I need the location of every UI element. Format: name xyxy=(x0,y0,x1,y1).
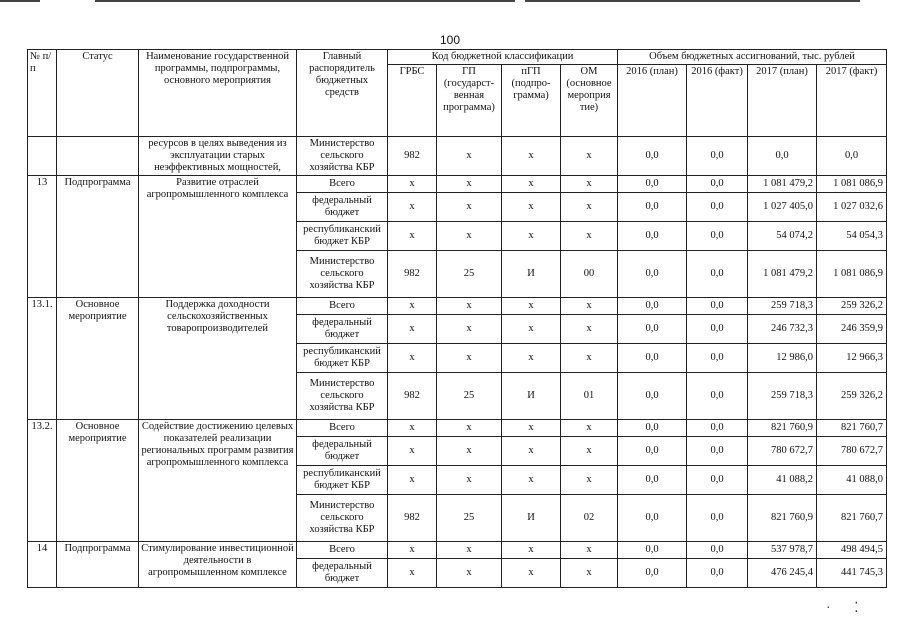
cell-2016-plan: 0,0 xyxy=(618,420,687,437)
cell-pgp: И xyxy=(502,251,561,298)
cell-2016-plan: 0,0 xyxy=(618,176,687,193)
cell-2017-fact: 1 027 032,6 xyxy=(817,193,887,222)
cell-gp: 25 xyxy=(437,251,502,298)
cell-gp: x xyxy=(437,344,502,373)
cell-om: x xyxy=(561,315,618,344)
cell-grbs: x xyxy=(388,420,437,437)
cell-2016-fact: 0,0 xyxy=(687,466,748,495)
header-gp: ГП (государст-венная программа) xyxy=(437,65,502,137)
cell-om: 01 xyxy=(561,373,618,420)
cell-executor: Министерство сельского хозяйства КБР xyxy=(297,495,388,542)
cell-2017-plan: 12 986,0 xyxy=(748,344,817,373)
cell-gp: 25 xyxy=(437,495,502,542)
cell-2017-fact: 1 081 086,9 xyxy=(817,251,887,298)
cell-2017-fact: 41 088,0 xyxy=(817,466,887,495)
header-budget-code: Код бюджетной классификации xyxy=(388,50,618,65)
header-executor: Главный распорядитель бюджетных средств xyxy=(297,50,388,137)
cell-num: 13.1. xyxy=(28,298,57,420)
header-om: ОМ (основное мероприя тие) xyxy=(561,65,618,137)
cell-pgp: x xyxy=(502,315,561,344)
cell-2016-fact: 0,0 xyxy=(687,298,748,315)
scan-marks: · ⁚ xyxy=(826,601,869,616)
cell-2016-fact: 0,0 xyxy=(687,559,748,588)
cell-2017-plan: 780 672,7 xyxy=(748,437,817,466)
cell-2016-fact: 0,0 xyxy=(687,420,748,437)
header-2016-plan: 2016 (план) xyxy=(618,65,687,137)
cell-om: 00 xyxy=(561,251,618,298)
top-rule-middle xyxy=(95,0,515,2)
header-volume: Объем бюджетных ассигнований, тыс. рублей xyxy=(618,50,887,65)
cell-2016-fact: 0,0 xyxy=(687,373,748,420)
cell-pgp: x xyxy=(502,222,561,251)
cell-grbs: 982 xyxy=(388,137,437,176)
cell-gp: x xyxy=(437,176,502,193)
cell-2017-plan: 259 718,3 xyxy=(748,373,817,420)
table-row xyxy=(28,420,887,437)
cell-2016-plan: 0,0 xyxy=(618,466,687,495)
cell-pgp: x xyxy=(502,559,561,588)
cell-2017-plan: 1 081 479,2 xyxy=(748,251,817,298)
groups-body xyxy=(28,176,887,588)
cell-pgp: x xyxy=(502,437,561,466)
cell-2016-fact: 0,0 xyxy=(687,222,748,251)
cell-grbs: x xyxy=(388,176,437,193)
cell-gp: 25 xyxy=(437,373,502,420)
cell-om: x xyxy=(561,137,618,176)
cell-executor: федеральный бюджет xyxy=(297,559,388,588)
cell-name: Поддержка доходности сельскохозяйственных товаропроизводителей xyxy=(139,298,297,420)
cell-pgp: x xyxy=(502,420,561,437)
cell-executor: республиканский бюджет КБР xyxy=(297,222,388,251)
top-rule-left xyxy=(0,0,40,2)
cell-num: 13 xyxy=(28,176,57,298)
cell-2016-plan: 0,0 xyxy=(618,559,687,588)
cell-om: x xyxy=(561,222,618,251)
cell-2017-fact: 259 326,2 xyxy=(817,298,887,315)
header-2017-plan: 2017 (план) xyxy=(748,65,817,137)
cell-om: x xyxy=(561,542,618,559)
cell-2017-plan: 1 027 405,0 xyxy=(748,193,817,222)
cell-2016-fact: 0,0 xyxy=(687,542,748,559)
cell-grbs: x xyxy=(388,542,437,559)
cell-gp: x xyxy=(437,137,502,176)
cell-2017-plan: 41 088,2 xyxy=(748,466,817,495)
cell-executor: республиканский бюджет КБР xyxy=(297,466,388,495)
cell-gp: x xyxy=(437,315,502,344)
cell-2017-fact: 259 326,2 xyxy=(817,373,887,420)
cell-grbs: x xyxy=(388,344,437,373)
cell-2016-fact: 0,0 xyxy=(687,193,748,222)
cell-2016-fact: 0,0 xyxy=(687,437,748,466)
cell-2016-plan: 0,0 xyxy=(618,373,687,420)
cell-status: Подпрограмма xyxy=(57,176,139,298)
cell-name: Стимулирование инвестиционной деятельности в агропромышленном комплексе xyxy=(139,542,297,588)
cell-executor: Всего xyxy=(297,298,388,315)
cell-executor: республиканский бюджет КБР xyxy=(297,344,388,373)
cell-status: Подпрограмма xyxy=(57,542,139,588)
cell-gp: x xyxy=(437,542,502,559)
header-2017-fact: 2017 (факт) xyxy=(817,65,887,137)
cell-om: x xyxy=(561,559,618,588)
cell-gp: x xyxy=(437,193,502,222)
cell-status: Основное мероприятие xyxy=(57,420,139,542)
cell-2017-plan: 821 760,9 xyxy=(748,420,817,437)
cell-gp: x xyxy=(437,437,502,466)
cell-pgp: x xyxy=(502,542,561,559)
cell-pgp: x xyxy=(502,298,561,315)
cell-pgp: И xyxy=(502,495,561,542)
table-row xyxy=(28,298,887,315)
cell-num xyxy=(28,137,57,176)
header-num: № п/п xyxy=(28,50,57,137)
cell-executor: федеральный бюджет xyxy=(297,315,388,344)
cell-2017-fact: 54 054,3 xyxy=(817,222,887,251)
header-grbs: ГРБС xyxy=(388,65,437,137)
cell-pgp: x xyxy=(502,466,561,495)
cell-2016-plan: 0,0 xyxy=(618,251,687,298)
table-row xyxy=(28,542,887,559)
table-row xyxy=(28,176,887,193)
cell-2016-plan: 0,0 xyxy=(618,344,687,373)
cell-2017-plan: 54 074,2 xyxy=(748,222,817,251)
cell-name: Развитие отраслей агропромышленного комплекса xyxy=(139,176,297,298)
cell-gp: x xyxy=(437,420,502,437)
page-number: 100 xyxy=(439,33,461,47)
cell-2017-plan: 476 245,4 xyxy=(748,559,817,588)
cell-executor: Всего xyxy=(297,420,388,437)
cell-2017-plan: 537 978,7 xyxy=(748,542,817,559)
cell-2016-plan: 0,0 xyxy=(618,193,687,222)
cell-pgp: x xyxy=(502,176,561,193)
cell-om: x xyxy=(561,344,618,373)
cell-pgp: x xyxy=(502,344,561,373)
cell-executor: Министерство сельского хозяйства КБР xyxy=(297,251,388,298)
cell-2017-plan: 246 732,3 xyxy=(748,315,817,344)
cell-2017-fact: 441 745,3 xyxy=(817,559,887,588)
cell-2017-fact: 0,0 xyxy=(817,137,887,176)
cell-num: 14 xyxy=(28,542,57,588)
cell-pgp: x xyxy=(502,137,561,176)
cell-num: 13.2. xyxy=(28,420,57,542)
header-pgp: пГП (подпро-грамма) xyxy=(502,65,561,137)
cell-2017-fact: 12 966,3 xyxy=(817,344,887,373)
cell-2016-fact: 0,0 xyxy=(687,251,748,298)
cell-2017-plan: 1 081 479,2 xyxy=(748,176,817,193)
cell-grbs: x xyxy=(388,559,437,588)
cell-om: x xyxy=(561,193,618,222)
cell-2017-fact: 780 672,7 xyxy=(817,437,887,466)
cell-executor: Всего xyxy=(297,176,388,193)
cell-status xyxy=(57,137,139,176)
cell-executor: Министерство сельского хозяйства КБР xyxy=(297,137,388,176)
cell-2016-plan: 0,0 xyxy=(618,437,687,466)
cell-name: ресурсов в целях выведения из эксплуатации старых неэффективных мощностей, xyxy=(139,137,297,176)
cell-om: x xyxy=(561,437,618,466)
cell-2016-plan: 0,0 xyxy=(618,137,687,176)
cell-2017-plan: 821 760,9 xyxy=(748,495,817,542)
cell-2017-plan: 259 718,3 xyxy=(748,298,817,315)
header-2016-fact: 2016 (факт) xyxy=(687,65,748,137)
cell-grbs: x xyxy=(388,298,437,315)
cell-pgp: И xyxy=(502,373,561,420)
cell-2016-fact: 0,0 xyxy=(687,315,748,344)
cell-2017-fact: 1 081 086,9 xyxy=(817,176,887,193)
cell-2016-plan: 0,0 xyxy=(618,315,687,344)
cell-executor: Всего xyxy=(297,542,388,559)
top-rule-right xyxy=(525,0,860,2)
cell-2016-fact: 0,0 xyxy=(687,176,748,193)
cell-grbs: 982 xyxy=(388,251,437,298)
cell-2016-plan: 0,0 xyxy=(618,542,687,559)
cell-om: x xyxy=(561,298,618,315)
header-name: Наименование государственной программы, подпрограммы, основного мероприятия xyxy=(139,50,297,137)
cell-gp: x xyxy=(437,222,502,251)
cell-grbs: x xyxy=(388,222,437,251)
header-status: Статус xyxy=(57,50,139,137)
cell-status: Основное мероприятие xyxy=(57,298,139,420)
cell-2017-plan: 0,0 xyxy=(748,137,817,176)
budget-table xyxy=(27,49,887,588)
cell-2016-fact: 0,0 xyxy=(687,495,748,542)
cell-2016-fact: 0,0 xyxy=(687,344,748,373)
cell-executor: федеральный бюджет xyxy=(297,437,388,466)
cell-grbs: x xyxy=(388,315,437,344)
cell-pgp: x xyxy=(502,193,561,222)
table-row xyxy=(28,137,887,176)
cell-grbs: x xyxy=(388,437,437,466)
cell-om: x xyxy=(561,176,618,193)
cell-2016-plan: 0,0 xyxy=(618,222,687,251)
cell-2017-fact: 821 760,7 xyxy=(817,495,887,542)
cell-om: x xyxy=(561,420,618,437)
cell-name: Содействие достижению целевых показателей реализации региональных программ развития агропромышленного комплекса xyxy=(139,420,297,542)
cell-grbs: 982 xyxy=(388,373,437,420)
cell-grbs: x xyxy=(388,193,437,222)
cell-gp: x xyxy=(437,298,502,315)
cell-2017-fact: 498 494,5 xyxy=(817,542,887,559)
cell-2016-plan: 0,0 xyxy=(618,495,687,542)
cell-om: x xyxy=(561,466,618,495)
cell-om: 02 xyxy=(561,495,618,542)
cell-executor: Министерство сельского хозяйства КБР xyxy=(297,373,388,420)
cell-2017-fact: 246 359,9 xyxy=(817,315,887,344)
cell-grbs: x xyxy=(388,466,437,495)
cell-2016-fact: 0,0 xyxy=(687,137,748,176)
cell-executor: федеральный бюджет xyxy=(297,193,388,222)
cell-gp: x xyxy=(437,559,502,588)
cell-gp: x xyxy=(437,466,502,495)
header-row-1 xyxy=(28,50,887,65)
cell-grbs: 982 xyxy=(388,495,437,542)
cell-2016-plan: 0,0 xyxy=(618,298,687,315)
cell-2017-fact: 821 760,7 xyxy=(817,420,887,437)
